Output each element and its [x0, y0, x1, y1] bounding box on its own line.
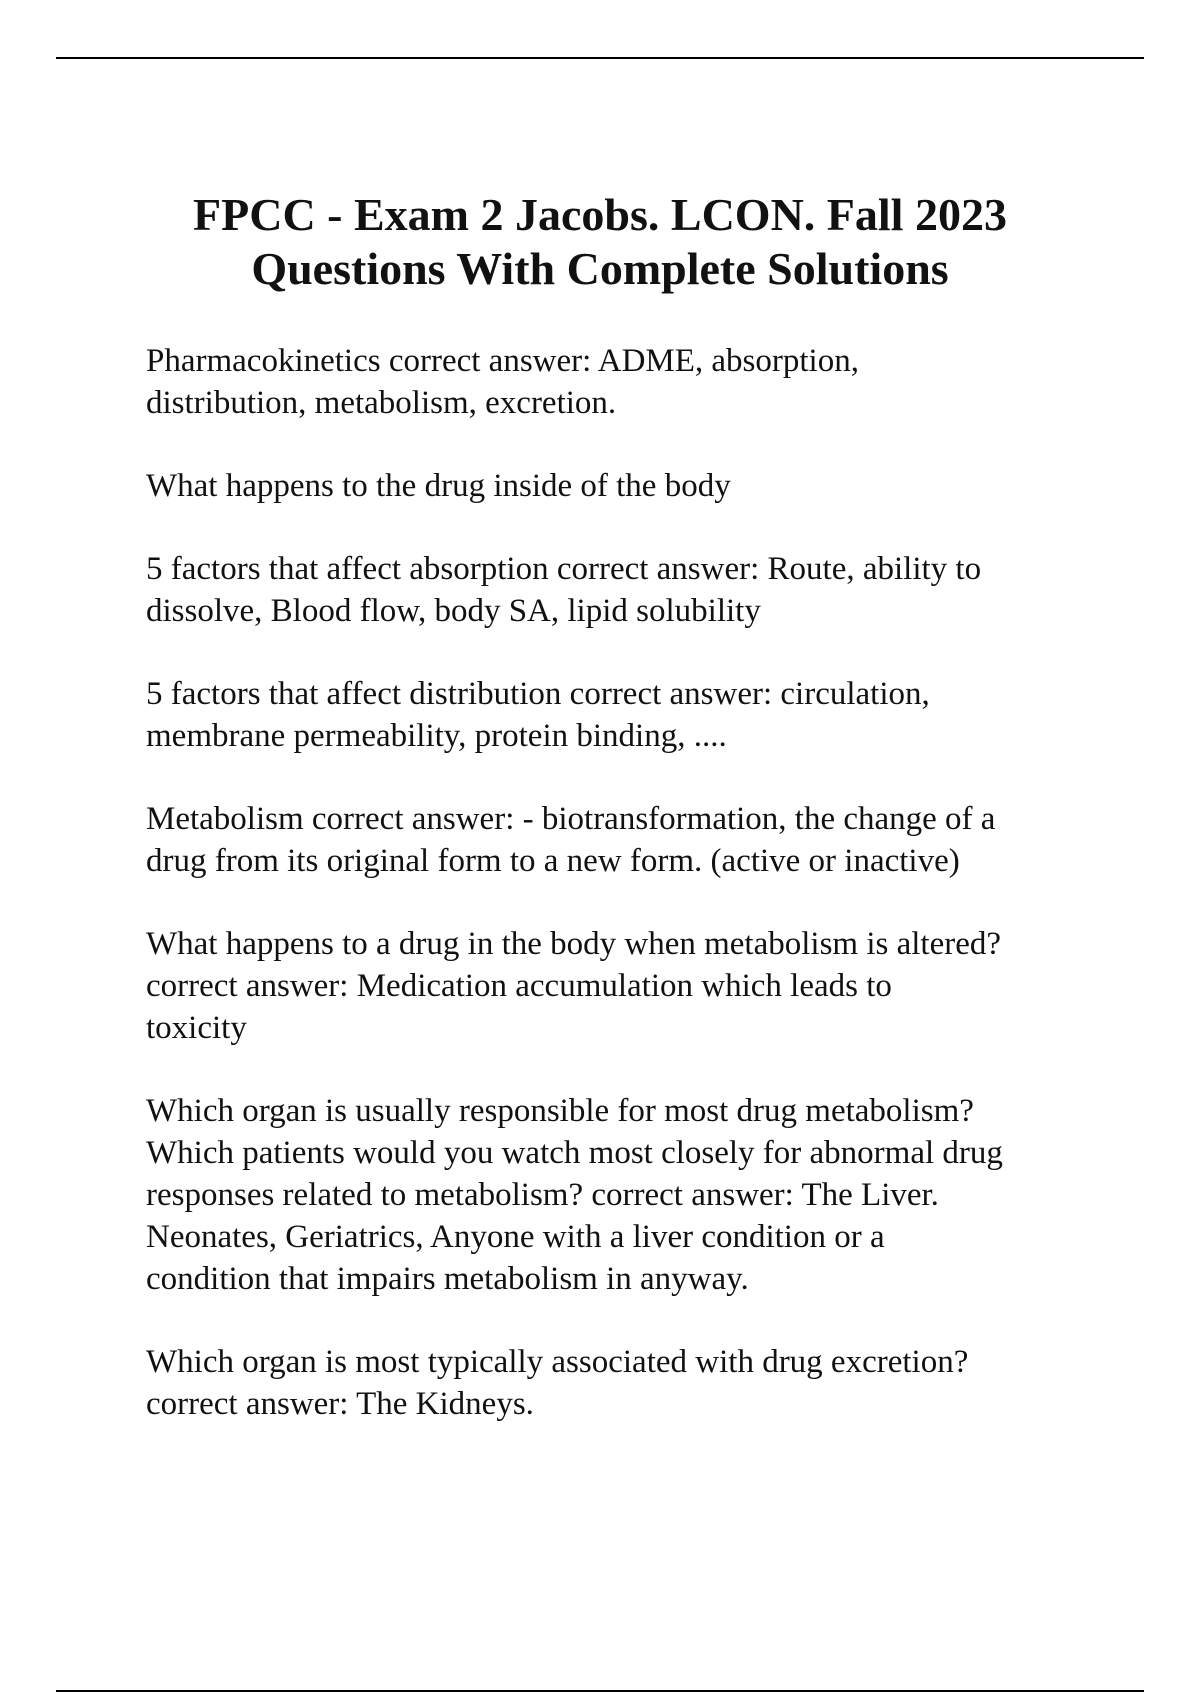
qa-pharmacokinetics	[146, 340, 1106, 424]
text-line: responses related to metabolism? correct answer: The Liver.	[146, 1177, 939, 1213]
text-line: Neonates, Geriatrics, Anyone with a liver condition or a	[146, 1219, 885, 1255]
top-divider	[56, 57, 1144, 59]
qa-metabolism-altered	[146, 923, 1106, 1049]
text-line: distribution, metabolism, excretion.	[146, 385, 617, 421]
title-line: FPCC - Exam 2 Jacobs. LCON. Fall 2023	[193, 189, 1007, 240]
bottom-divider	[56, 1690, 1144, 1692]
qa-metabolism	[146, 798, 1106, 882]
text-line: What happens to a drug in the body when metabolism is altered?	[146, 926, 1002, 962]
text-line: condition that impairs metabolism in anyway.	[146, 1261, 749, 1297]
document-body	[146, 340, 1106, 1466]
text-line: correct answer: Medication accumulation which leads to	[146, 968, 892, 1004]
note-drug-in-body	[146, 465, 1106, 507]
text-line: Metabolism correct answer: - biotransformation, the change of a	[146, 801, 996, 837]
text-line: correct answer: The Kidneys.	[146, 1386, 534, 1422]
text-line: Which organ is most typically associated with drug excretion?	[146, 1344, 969, 1380]
document-title	[60, 188, 1140, 296]
qa-absorption-factors	[146, 548, 1106, 632]
text-line: toxicity	[146, 1010, 247, 1046]
text-line: 5 factors that affect distribution correct answer: circulation,	[146, 676, 930, 712]
title-line: Questions With Complete Solutions	[251, 243, 949, 294]
text-line: membrane permeability, protein binding, ....	[146, 718, 727, 754]
text-line: Which patients would you watch most closely for abnormal drug	[146, 1135, 1003, 1171]
text-line: drug from its original form to a new form. (active or inactive)	[146, 843, 960, 879]
qa-metabolism-organ	[146, 1090, 1106, 1300]
qa-excretion-organ	[146, 1341, 1106, 1425]
text-line: Pharmacokinetics correct answer: ADME, absorption,	[146, 343, 859, 379]
text-line: Which organ is usually responsible for most drug metabolism?	[146, 1093, 974, 1129]
text-line: 5 factors that affect absorption correct answer: Route, ability to	[146, 551, 982, 587]
qa-distribution-factors	[146, 673, 1106, 757]
text-line: dissolve, Blood flow, body SA, lipid solubility	[146, 593, 761, 629]
text-line: What happens to the drug inside of the body	[146, 468, 731, 504]
